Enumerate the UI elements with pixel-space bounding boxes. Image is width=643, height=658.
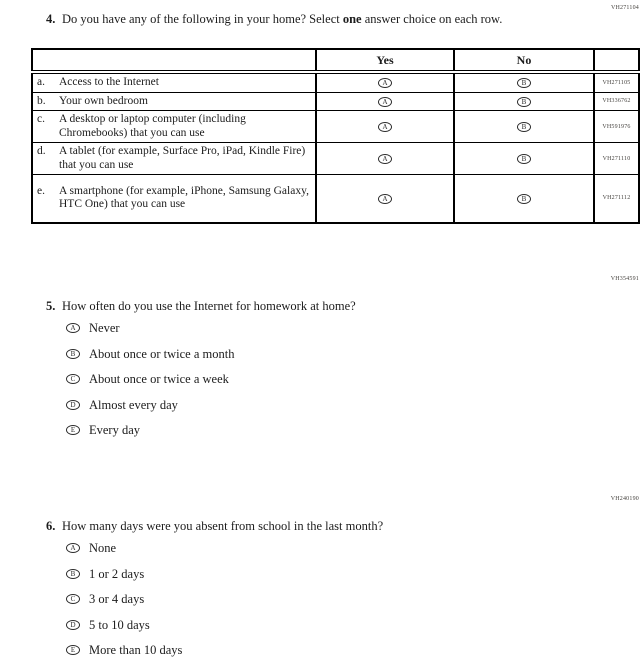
q5-option-never xyxy=(66,322,234,348)
q6-option-d-label: 5 to 10 days xyxy=(89,617,150,632)
q6-option-3-4-days xyxy=(66,593,182,619)
q6-option-e-label: More than 10 days xyxy=(89,643,183,657)
question-6-options xyxy=(66,542,182,658)
q6-option-e-bubble[interactable]: E xyxy=(66,645,80,655)
q5-option-almost-every-day xyxy=(66,399,234,425)
q6-option-d-bubble[interactable]: D xyxy=(66,620,80,630)
row-b-no-bubble[interactable]: B xyxy=(517,97,531,107)
q5-option-b-bubble[interactable]: B xyxy=(66,349,80,359)
q6-option-1-2-days xyxy=(66,568,182,594)
row-d-code: VH271110 xyxy=(594,143,639,175)
row-d-no-bubble[interactable]: B xyxy=(517,154,531,164)
item-code-q5: VH354591 xyxy=(610,276,639,282)
row-e-yes-bubble[interactable]: A xyxy=(378,194,392,204)
q5-option-week xyxy=(66,373,234,399)
q6-option-a-bubble[interactable]: A xyxy=(66,543,80,553)
row-e-no-bubble[interactable]: B xyxy=(517,194,531,204)
row-c-no-bubble[interactable]: B xyxy=(517,122,531,132)
q5-option-b-label: About once or twice a month xyxy=(89,346,235,361)
item-code-q4: VH271104 xyxy=(610,5,639,11)
row-b-code: VH336762 xyxy=(594,92,639,111)
header-no: No xyxy=(454,49,594,72)
table-row-smartphone xyxy=(32,175,639,223)
q5-option-d-label: Almost every day xyxy=(89,397,178,412)
question-6-number: 6. xyxy=(46,519,56,533)
question-5 xyxy=(46,299,356,314)
q5-option-month xyxy=(66,348,234,374)
question-4-text: Do you have any of the following in your home? Select one answer choice on each row. xyxy=(62,12,503,26)
question-4 xyxy=(46,12,502,27)
row-e-code: VH271112 xyxy=(594,175,639,223)
q6-option-b-bubble[interactable]: B xyxy=(66,569,80,579)
q6-option-b-label: 1 or 2 days xyxy=(89,566,145,581)
q6-option-more-10-days xyxy=(66,644,182,658)
row-d-yes-bubble[interactable]: A xyxy=(378,154,392,164)
row-c-code: VH591976 xyxy=(594,111,639,143)
q5-option-e-bubble[interactable]: E xyxy=(66,425,80,435)
table-row-internet xyxy=(32,72,639,92)
question-6 xyxy=(46,519,383,534)
header-yes: Yes xyxy=(316,49,454,72)
question-4-table xyxy=(31,48,640,224)
q6-option-a-label: None xyxy=(89,541,117,555)
row-b-yes-bubble[interactable]: A xyxy=(378,97,392,107)
header-code-cell xyxy=(594,49,639,72)
row-a-yes-bubble[interactable]: A xyxy=(378,78,392,88)
question-6-text: How many days were you absent from school in the last month? xyxy=(62,519,384,533)
table-row-computer xyxy=(32,111,639,143)
question-4-number: 4. xyxy=(46,12,56,26)
row-c-label: c. A desktop or laptop computer (including Chromebooks) that you can use xyxy=(37,113,246,139)
question-5-text: How often do you use the Internet for homework at home? xyxy=(62,299,356,313)
table-header-row xyxy=(32,49,639,72)
q5-option-d-bubble[interactable]: D xyxy=(66,400,80,410)
row-b-label: b. Your own bedroom xyxy=(37,94,148,107)
question-5-options xyxy=(66,322,234,450)
q5-option-every-day xyxy=(66,424,234,450)
row-a-label: a. Access to the Internet xyxy=(37,76,159,88)
row-a-no-bubble[interactable]: B xyxy=(517,78,531,88)
row-a-code: VH271105 xyxy=(594,72,639,92)
q6-option-5-10-days xyxy=(66,619,182,645)
item-code-q6: VH240190 xyxy=(610,496,639,502)
q5-option-e-label: Every day xyxy=(89,423,141,437)
header-empty-cell xyxy=(32,49,316,72)
q5-option-a-bubble[interactable]: A xyxy=(66,323,80,333)
table-row-tablet xyxy=(32,143,639,175)
row-e-label: e. A smartphone (for example, iPhone, Samsung Galaxy, HTC One) that you can use xyxy=(37,184,309,211)
q6-option-none xyxy=(66,542,182,568)
q6-option-c-label: 3 or 4 days xyxy=(89,592,145,606)
q5-option-c-bubble[interactable]: C xyxy=(66,374,80,384)
table-row-bedroom xyxy=(32,92,639,111)
row-c-yes-bubble[interactable]: A xyxy=(378,122,392,132)
row-d-label: d. A tablet (for example, Surface Pro, iPad, Kindle Fire) that you can use xyxy=(37,145,306,171)
q6-option-c-bubble[interactable]: C xyxy=(66,594,80,604)
q5-option-c-label: About once or twice a week xyxy=(89,372,229,386)
q5-option-a-label: Never xyxy=(89,321,120,335)
question-5-number: 5. xyxy=(46,299,56,313)
